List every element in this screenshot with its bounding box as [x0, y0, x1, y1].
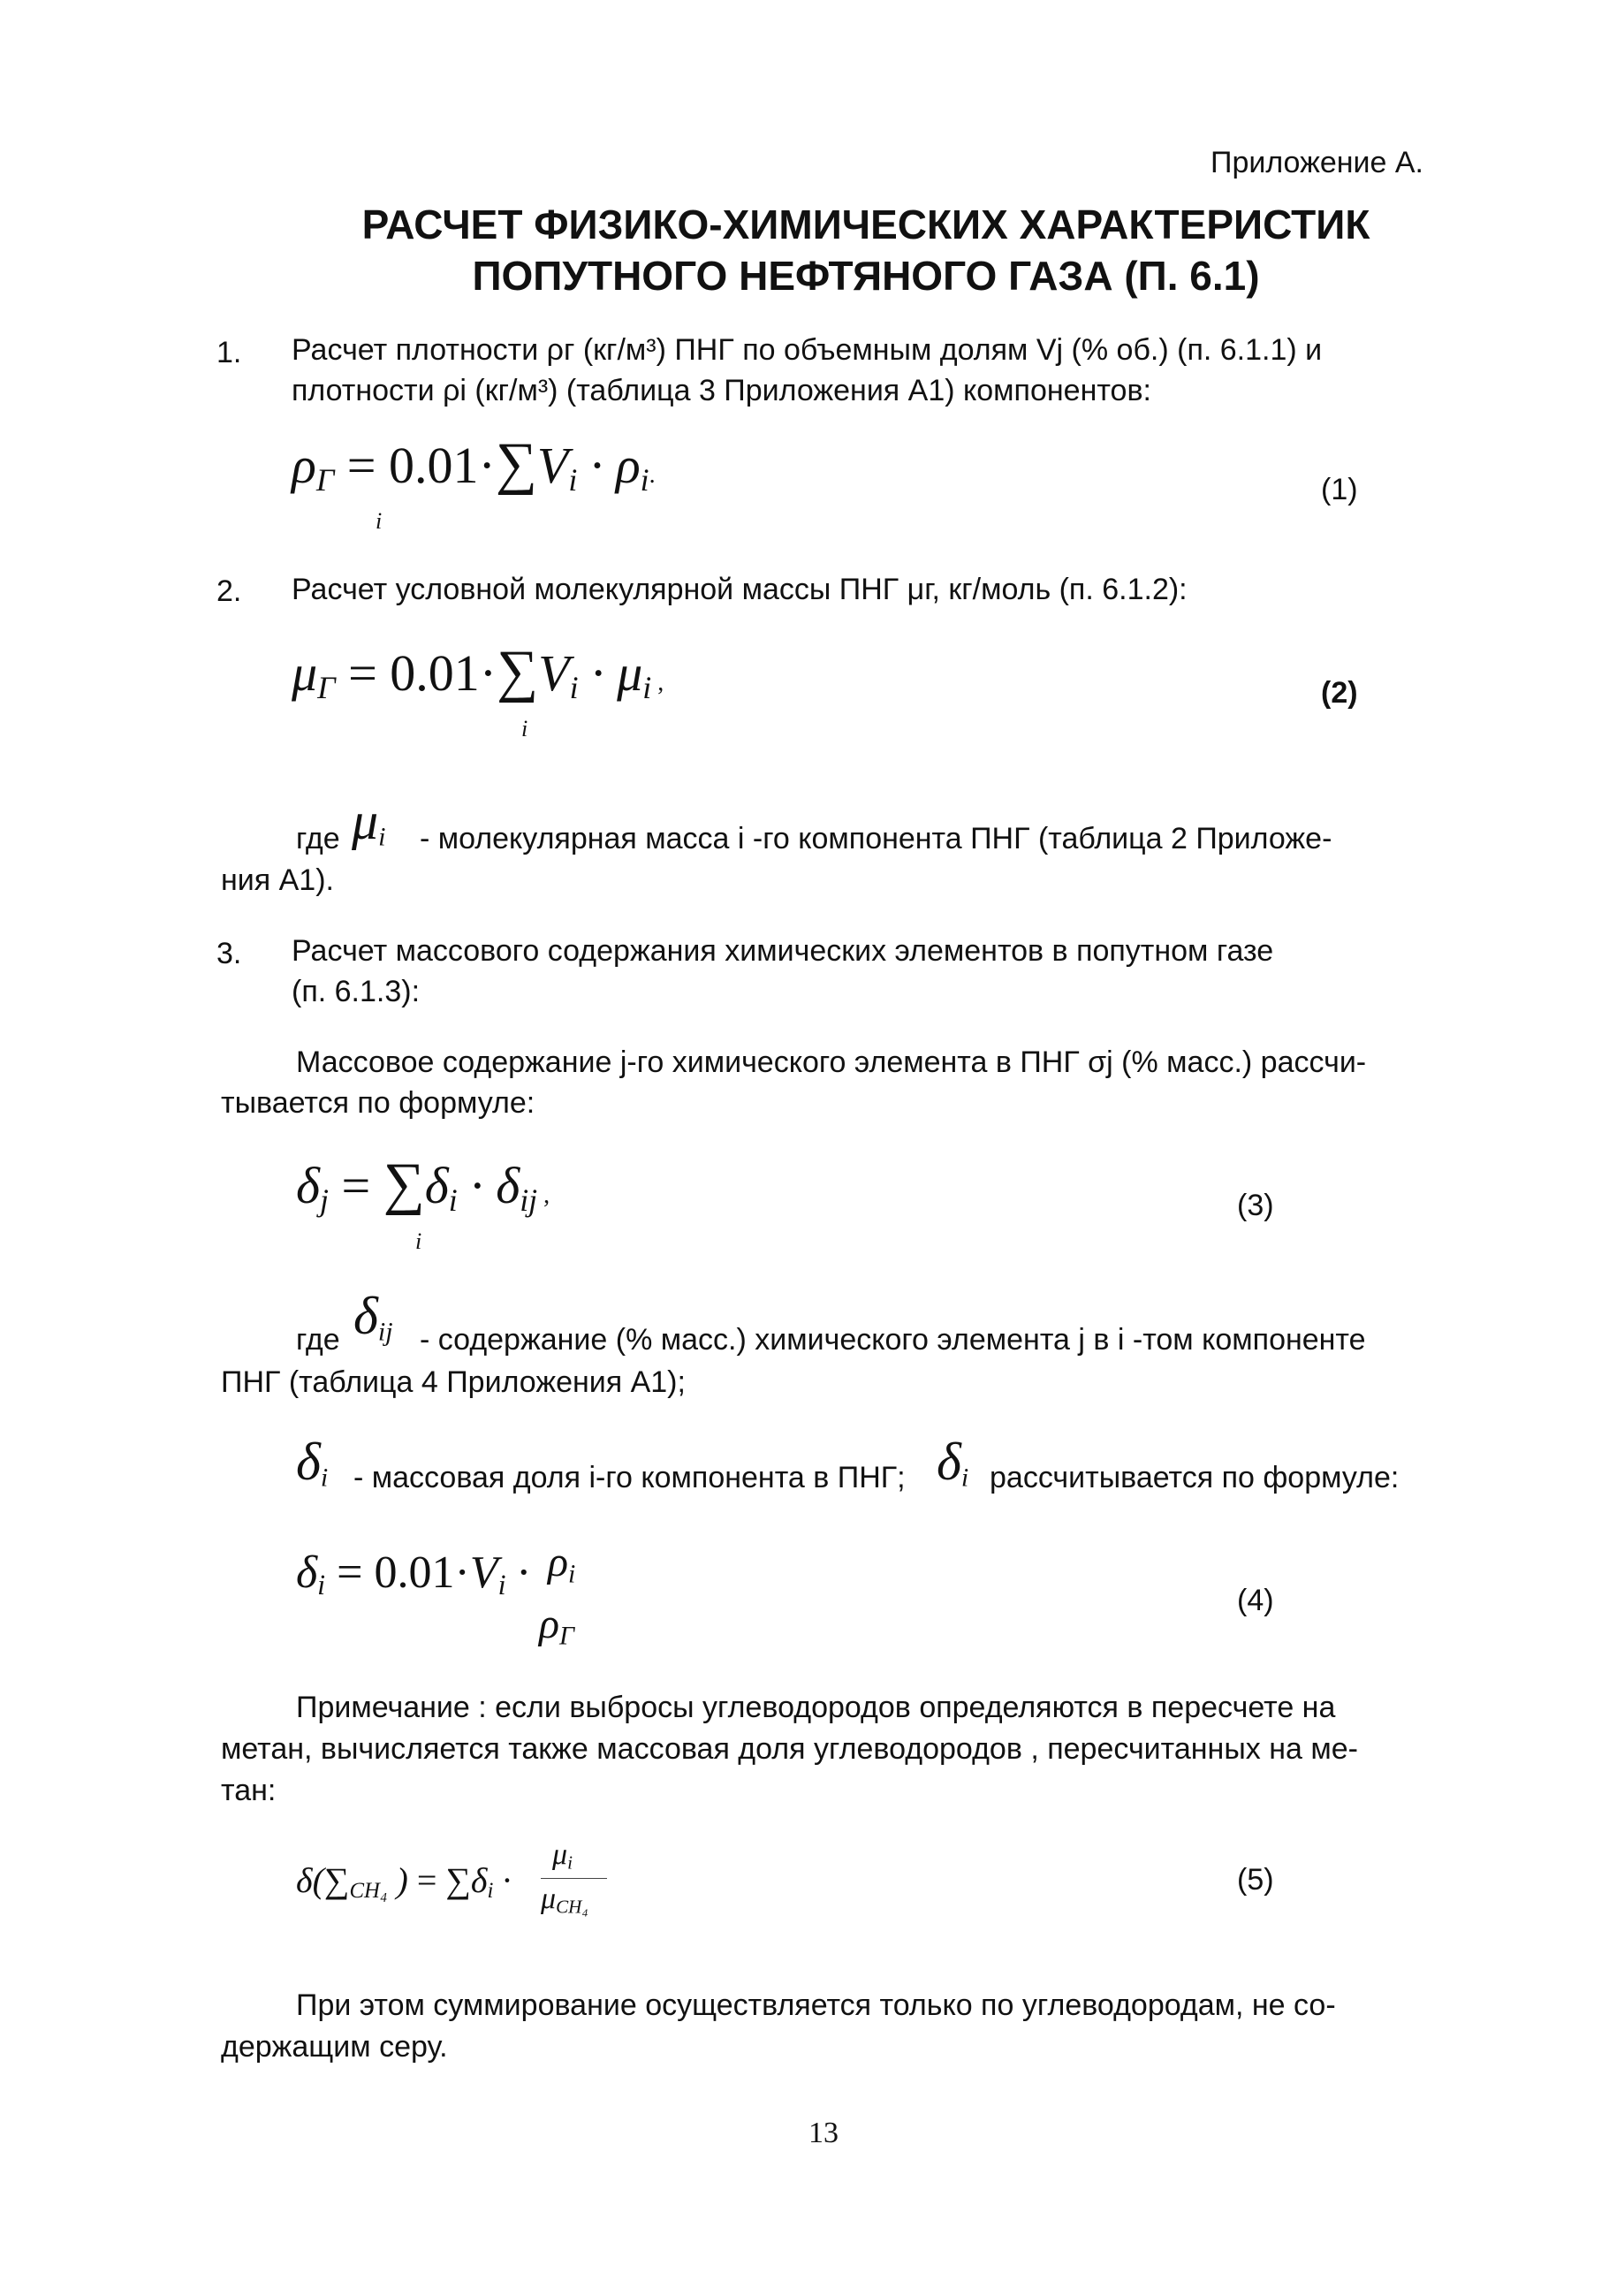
where-word-3: где	[296, 1323, 340, 1357]
item-3-para-2: тывается по формуле:	[221, 1086, 535, 1120]
formula-2-index: i	[521, 716, 528, 741]
formula-5: $\delta(\sum_{CH_4}$ ) = $\sum\delta_i$ ·	[296, 1860, 512, 1904]
note-line-1: Примечание : если выбросы углеводородов определяются в пересчете на	[296, 1691, 1336, 1724]
formula-4-numerator: $\rho_i$	[548, 1539, 576, 1589]
formula-5-fraction-bar	[541, 1878, 607, 1879]
page-title	[292, 199, 1440, 301]
formula-5-numerator: $\mu_i$	[552, 1838, 573, 1874]
item-2-number: 2.	[216, 574, 242, 608]
item-3-para-1: Массовое содержание j-го химического элемента в ПНГ σj (% масс.) рассчи-	[296, 1045, 1367, 1079]
equation-4-number: (4)	[1237, 1584, 1274, 1617]
formula-3: $\delta_j = \sum\delta_i \cdot \delta_{ij}$ ,	[296, 1152, 550, 1218]
appendix-label: Приложение А.	[1211, 146, 1423, 179]
formula-4: $\delta_i = 0.01\cdot V_i$ ·	[296, 1547, 529, 1601]
delta-i-text-2: рассчитывается по формуле:	[990, 1461, 1400, 1494]
item-1-line-1: Расчет плотности ρг (кг/м³) ПНГ по объемным долям Vj (% об.) (п. 6.1.1) и	[292, 333, 1323, 367]
note-line-3: тан:	[221, 1774, 277, 1807]
page-title-line-1: РАСЧЕТ ФИЗИКО-ХИМИЧЕСКИХ ХАРАКТЕРИСТИК	[361, 201, 1370, 247]
note-line-2: метан, вычисляется также массовая доля углеводородов , пересчитанных на ме-	[221, 1732, 1358, 1766]
mu-i-symbol: $\mu_i$	[352, 792, 386, 852]
item-1-line-2: плотности ρi (кг/м³) (таблица 3 Приложения А1) компонентов:	[292, 374, 1151, 407]
page-number: 13	[808, 2117, 839, 2149]
where-text-2: - молекулярная масса i -го компонента ПНГ (таблица 2 Приложе-	[420, 822, 1332, 855]
item-2-line-1: Расчет условной молекулярной массы ПНГ μг, кг/моль (п. 6.1.2):	[292, 573, 1188, 606]
item-1-number: 1.	[216, 336, 242, 369]
delta-i-text-1: - массовая доля i-го компонента в ПНГ;	[353, 1461, 906, 1494]
page-title-line-2: ПОПУТНОГО НЕФТЯНОГО ГАЗА (П. 6.1)	[472, 253, 1260, 299]
where-word-2: где	[296, 822, 340, 855]
formula-3-index: i	[415, 1228, 422, 1254]
equation-5-number: (5)	[1237, 1863, 1274, 1897]
item-3-line-1: Расчет массового содержания химических элементов в попутном газе	[292, 934, 1274, 968]
equation-1-number: (1)	[1321, 473, 1358, 506]
formula-1-index: i	[376, 508, 383, 534]
delta-i-symbol-2: $\delta_i$	[937, 1433, 969, 1493]
equation-3-number: (3)	[1237, 1189, 1274, 1222]
formula-1: $\rho_Г = 0.01\cdot\sum V_i \cdot \rho_i$.	[292, 431, 656, 498]
formula-2: $\mu_Г = 0.01\cdot\sum V_i \cdot \mu_i$ ,	[292, 639, 664, 705]
item-3-line-2: (п. 6.1.3):	[292, 975, 421, 1008]
item-3-number: 3.	[216, 937, 242, 970]
where-delta-ij-text-2: ПНГ (таблица 4 Приложения А1);	[221, 1365, 686, 1399]
where-delta-ij-text: - содержание (% масс.) химического элемента j в i -том компоненте	[420, 1323, 1366, 1357]
where-text-2b: ния А1).	[221, 863, 334, 897]
formula-5-denominator: $\mu_{CH_4}$	[541, 1882, 588, 1918]
delta-ij-symbol: $\delta_{ij}$	[353, 1287, 393, 1347]
delta-i-symbol: $\delta_i$	[296, 1433, 329, 1493]
equation-2-number: (2)	[1321, 676, 1358, 710]
final-line-1: При этом суммирование осуществляется только по углеводородам, не со-	[296, 1988, 1336, 2022]
final-line-2: держащим серу.	[221, 2030, 448, 2064]
formula-4-denominator: $\rho_Г$	[539, 1600, 574, 1651]
